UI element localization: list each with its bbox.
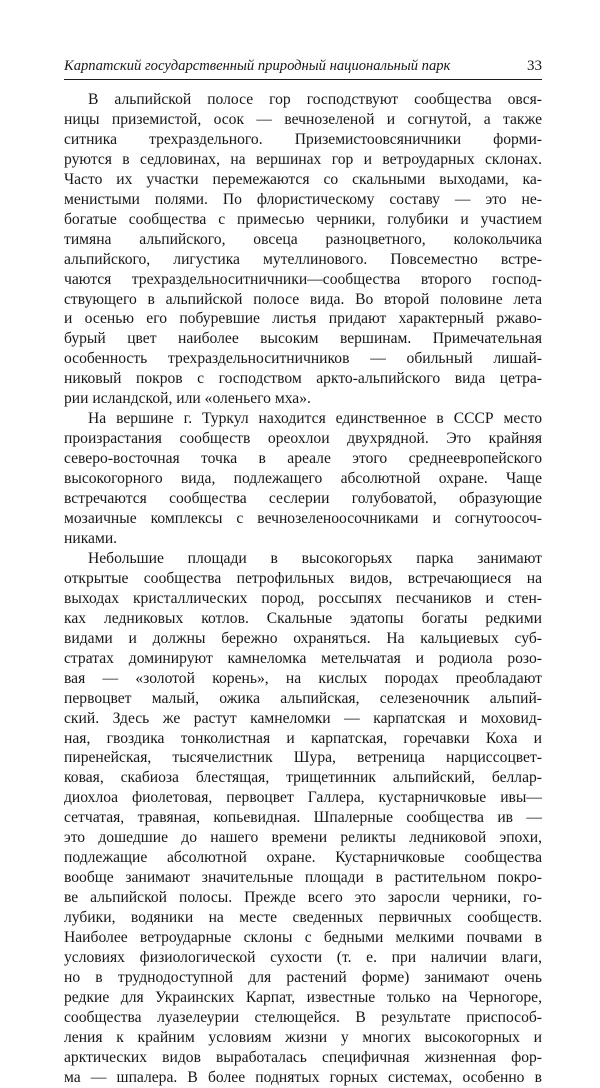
text-line: богатые сообщества с примесью черники, голубики и участием	[64, 210, 542, 228]
text-line: руются в седловинах, на вершинах гор и ветроударных склонах.	[64, 150, 542, 168]
text-line: первоцвет малый, ожика альпийская, селезеночник альпий-	[64, 689, 542, 707]
text-line: В альпийской полосе гор господствуют сообщества овся-	[88, 91, 542, 108]
text-line: редкие для Украинских Карпат, известные только на Черногоре,	[64, 988, 542, 1006]
text-line: подлежащие абсолютной охране. Кустарничковые сообщества	[64, 849, 542, 867]
text-line: лубики, водяники на месте сведенных первичных сообществ.	[64, 909, 542, 927]
text-line: ве альпийской полосы. Прежде всего это заросли черники, го-	[64, 889, 542, 907]
text-line: но в труднодоступной для растений форме) занимают очень	[64, 968, 542, 986]
text-line: ма — шпалера. В более поднятых горных системах, особенно в	[64, 1068, 542, 1086]
text-line: Наиболее ветроударные склоны с бедными мелкими почвами в	[64, 929, 542, 947]
running-title: Карпатский государственный природный национальный парк	[64, 58, 451, 74]
text-line: менистыми полями. По флористическому составу — это не-	[64, 190, 542, 208]
text-line: чаются трехраздельноситничники—сообщества второго господ-	[64, 270, 542, 288]
text-line: произрастания сообществ ореохлои двухрядной. Это крайняя	[64, 430, 542, 448]
book-page	[64, 56, 542, 1088]
text-line: тимяна альпийского, овсеца разноцветного, колокольчика	[64, 230, 542, 248]
paragraph	[64, 90, 542, 409]
paragraph	[64, 549, 542, 1088]
text-line: ницы приземистой, осок — вечнозеленой и согнутой, а также	[64, 110, 542, 128]
text-line: никовый покров с господством аркто-альпийского вида цетра-	[64, 370, 542, 388]
text-line: ковая, скабиоза блестящая, трищетинник альпийский, беллар-	[64, 769, 542, 787]
text-line: сообщества луазелеурии стелющейся. В результате приспособ-	[64, 1008, 542, 1026]
text-line: вая — «золотой корень», на кислых породах преобладают	[64, 669, 542, 687]
text-line: северо-восточная точка в ареале этого среднеевропейского	[64, 450, 542, 468]
text-line: ная, гвоздика тонколистная и карпатская, горечавки Коха и	[64, 729, 542, 747]
text-line: ствующего в альпийской полосе вида. Во второй половине лета	[64, 290, 542, 308]
text-line: условиях физиологической сухости (т. е. при наличии влаги,	[64, 948, 542, 966]
text-line: вообще занимают значительные площади в растительном покро-	[64, 869, 542, 887]
text-line: мозаичные комплексы с вечнозеленоосочниками и согнутоосоч-	[64, 510, 542, 528]
text-line: высокогорного вида, подлежащего абсолютной охране. Чаще	[64, 470, 542, 488]
text-line: никами.	[64, 529, 118, 547]
text-line: бурый цвет наиболее высоким вершинам. Примечательная	[64, 330, 542, 348]
text-line: видами и должны бережно охраняться. На кальциевых суб-	[64, 629, 542, 647]
text-line: особенность трехраздельноситничников — обильный лишай-	[64, 350, 542, 368]
text-line: встречаются сообщества сеслерии голубоватой, образующие	[64, 490, 542, 508]
text-line: ский. Здесь же растут камнеломки — карпатская и моховид-	[64, 709, 542, 727]
text-line: сетчатая, травяная, копьевидная. Шпалерные сообщества ив —	[64, 809, 542, 827]
text-line: альпийского, лигустика мутеллинового. Повсеместно встре-	[64, 250, 542, 268]
text-line: пиренейская, тысячелистник Шура, ветреница нарциссоцвет-	[64, 749, 542, 767]
text-line: открытые сообщества петрофильных видов, встречающиеся на	[64, 569, 542, 587]
text-line: ления к крайним условиям жизни у многих высокогорных и	[64, 1028, 542, 1046]
text-line: стратах доминируют камнеломка метельчатая и родиола розо-	[64, 649, 542, 667]
text-line: диохлоа фиолетовая, первоцвет Галлера, кустарничковые ивы—	[64, 789, 542, 807]
running-header	[64, 56, 542, 80]
page-number: 33	[527, 58, 542, 74]
paragraph	[64, 409, 542, 549]
text-line: арктических видов выработалась специфичная жизненная фор-	[64, 1048, 542, 1066]
text-line: это дошедшие до нашего времени реликты ледниковой эпохи,	[64, 829, 542, 847]
text-line: выходах кристаллических пород, россыпях песчаников и стен-	[64, 589, 542, 607]
text-line: и осенью его побуревшие листья придают характерный ржаво-	[64, 310, 542, 328]
text-line: На вершине г. Туркул находится единственное в СССР место	[88, 410, 542, 428]
text-line: ситника трехраздельного. Приземистоовсяничники форми-	[64, 130, 542, 148]
text-line: рии исландской, или «оленьего мха».	[64, 390, 311, 408]
text-line: Небольшие площади в высокогорьях парка занимают	[88, 549, 542, 567]
text-line: Часто их участки перемежаются со скальными выходами, ка-	[64, 170, 542, 188]
body-text	[64, 90, 542, 1088]
text-line: ках ледниковых котлов. Скальные эдатопы богаты редкими	[64, 609, 542, 627]
